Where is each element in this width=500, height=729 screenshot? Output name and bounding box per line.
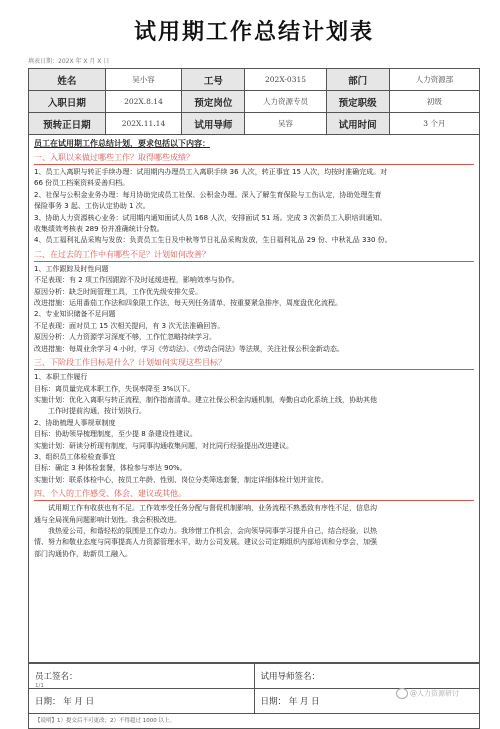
section-line: 3、协助人力资源核心业务：试用期内通知面试人员 168 人次，安排面试 51 场。完成 3 次新员工入职培训通知。 bbox=[34, 213, 387, 222]
section-line: 工作时提前沟通，按计划执行。 bbox=[48, 407, 146, 416]
section-title: 四、个人的工作感受、体会、建议或其他。 bbox=[34, 488, 474, 501]
id-value[interactable]: 202X-0315 bbox=[245, 69, 326, 91]
section-line: 实施计划：联系体检中心，按员工年龄、性别、岗位分类筛选套餐，制定详细体检计划并宣传。 bbox=[34, 475, 328, 484]
section-line: 收集绩效考核表 289 份并准确统计分数。 bbox=[34, 225, 164, 234]
regular-date-value[interactable]: 202X.11.14 bbox=[105, 113, 182, 135]
section-line: 不足表现：有 2 项工作因跟踪不及时延缓进程，影响效率与协作。 bbox=[34, 276, 239, 285]
section-line: 实施计划：研读分析现有制度，与同事沟通收集问题，对比同行经验提出改进建议。 bbox=[34, 441, 293, 450]
section-line: 目标：确定 3 种体检套餐，体检参与率达 90%。 bbox=[34, 464, 187, 473]
section-line: 部门沟通协作，助新员工融入。 bbox=[34, 549, 132, 558]
summary-body[interactable] bbox=[28, 135, 480, 663]
fill-date: 填表日期：202X 年 X 月 X 日 bbox=[28, 58, 110, 65]
document-title: 试用期工作总结计划表 bbox=[133, 20, 374, 45]
mentor-sign-label[interactable]: 试用导师签名： bbox=[254, 664, 480, 689]
section-line: 改进措施：每周业余学习 4 小时，学习《劳动法》、《劳动合同法》等法规，关注社保公积金新动态。 bbox=[34, 344, 344, 353]
section-line: 原因分析：缺乏时间管理工具，工作优先级安排欠妥。 bbox=[34, 287, 202, 296]
employee-sign-label[interactable]: 员工签名： bbox=[29, 664, 255, 689]
section-title: 三、下阶段工作目标是什么？计划如何实现这些目标？ bbox=[34, 357, 474, 370]
regular-date-label: 预转正日期 bbox=[29, 113, 106, 135]
mentor-value[interactable]: 吴容 bbox=[245, 113, 326, 135]
section-line: 情、努力和敬业态度与同事提高人力资源管理水平，助力公司发展。建议公司定期组织内部培训和分享会，加强 bbox=[34, 538, 377, 547]
section-line: 4、员工福利礼品采购与发放：负责员工生日及中秋等节日礼品采购发放，生日福利礼品 29 份、中秋礼品 330 份。 bbox=[34, 236, 392, 245]
employee-sign-date[interactable]: 日期： 年 月 日 bbox=[29, 689, 255, 714]
document-sheet bbox=[28, 8, 480, 729]
section-line: 原因分析：人力资源学习深度不够，工作忙忽略持续学习。 bbox=[34, 333, 216, 342]
section-1 bbox=[34, 152, 474, 247]
page-number: 1/1 bbox=[35, 683, 44, 689]
dept-label: 部门 bbox=[326, 69, 389, 91]
watermark bbox=[396, 688, 459, 699]
section-line: 通与全局视角问题影响计划性。我会积极改进。 bbox=[34, 515, 181, 524]
name-label: 姓名 bbox=[29, 69, 106, 91]
weibo-logo-icon bbox=[396, 688, 408, 699]
section-2 bbox=[34, 249, 474, 355]
dept-value[interactable]: 人力资源部 bbox=[389, 69, 479, 91]
section-line: 目标：协助领导梳理制度，至少提 8 条建设性建议。 bbox=[34, 430, 197, 439]
section-line: 保险事务 3 起、工伤认定协助 1 次。 bbox=[34, 202, 150, 211]
intro-text: 员工在试用期工作总结计划，要求包括以下内容： bbox=[34, 139, 210, 148]
section-line: 实施计划：优化入离职与转正流程，制作指南清单。建立社保公积金沟通机制，寿勤自动化系统上线，协助其他 bbox=[34, 395, 377, 404]
post-label: 预定岗位 bbox=[182, 91, 245, 113]
info-table bbox=[28, 68, 480, 135]
note: 【说明】1）提交后不可更改；2）不得超过 1000 以上。 bbox=[28, 714, 480, 729]
section-line: 目标：离员量完成本职工作，失误率降至 3%以下。 bbox=[34, 384, 195, 393]
section-3 bbox=[34, 357, 474, 486]
post-value[interactable]: 人力资源专员 bbox=[245, 91, 326, 113]
period-value[interactable]: 3 个月 bbox=[389, 113, 479, 135]
section-line: 试用期工作有收获也有不足。工作效率受任务分配与督促机制影响，业务流程不熟悉致有序性不足，信息沟 bbox=[48, 504, 377, 513]
section-line: 不足表现：面对员工 15 次相关提问，有 3 次无法准确回答。 bbox=[34, 321, 225, 330]
section-title: 一、入职以来做过哪些工作？取得哪些成绩？ bbox=[34, 152, 474, 165]
sections-container bbox=[34, 152, 474, 560]
section-line: 2、专业知识储备不足问题 bbox=[34, 310, 116, 319]
section-line: 1、工作跟踪及时性问题 bbox=[34, 264, 109, 273]
section-line: 66 份员工档案资料妥善归档。 bbox=[34, 179, 130, 188]
section-title: 二、在过去的工作中有哪些不足？计划如何改善？ bbox=[34, 249, 474, 262]
section-line: 我热爱公司，和谐轻松的氛围是工作动力。我珍惜工作机会，会向领导同事学习提升自己，结合经验，以热 bbox=[48, 526, 377, 535]
section-4 bbox=[34, 488, 474, 560]
watermark-text: @人力资源研讨 bbox=[410, 689, 459, 698]
id-label: 工号 bbox=[182, 69, 245, 91]
join-date-label: 入职日期 bbox=[29, 91, 106, 113]
mentor-sign-date[interactable]: 日期： 年 月 日 bbox=[254, 689, 480, 714]
section-line: 改进措施：运用番茄工作法和四象限工作法，每天列任务清单，按重要紧急排序，周度盘优化流程。 bbox=[34, 299, 342, 308]
rank-label: 预定职级 bbox=[326, 91, 389, 113]
section-line: 3、组织员工体检检查事宜 bbox=[34, 452, 116, 461]
section-line: 1、本职工作履行 bbox=[34, 373, 88, 382]
mentor-label: 试用导师 bbox=[182, 113, 245, 135]
rank-value[interactable]: 初级 bbox=[389, 91, 479, 113]
section-line: 2、协助梳理人事规章制度 bbox=[34, 418, 116, 427]
join-date-value[interactable]: 202X.8.14 bbox=[105, 91, 182, 113]
section-line: 2、社保与公积金业务办理：每月协助完成员工社保、公积金办理。深入了解生育保险与工伤认定，协助处理生育 bbox=[34, 190, 382, 199]
period-label: 试用时间 bbox=[326, 113, 389, 135]
name-value[interactable]: 吴小容 bbox=[105, 69, 182, 91]
section-line: 1、员工入离职与转正手续办理：试用期内办理员工入离职手续 36 人次，转正事宜 15 人次，均按时准确完成。对 bbox=[34, 168, 388, 176]
